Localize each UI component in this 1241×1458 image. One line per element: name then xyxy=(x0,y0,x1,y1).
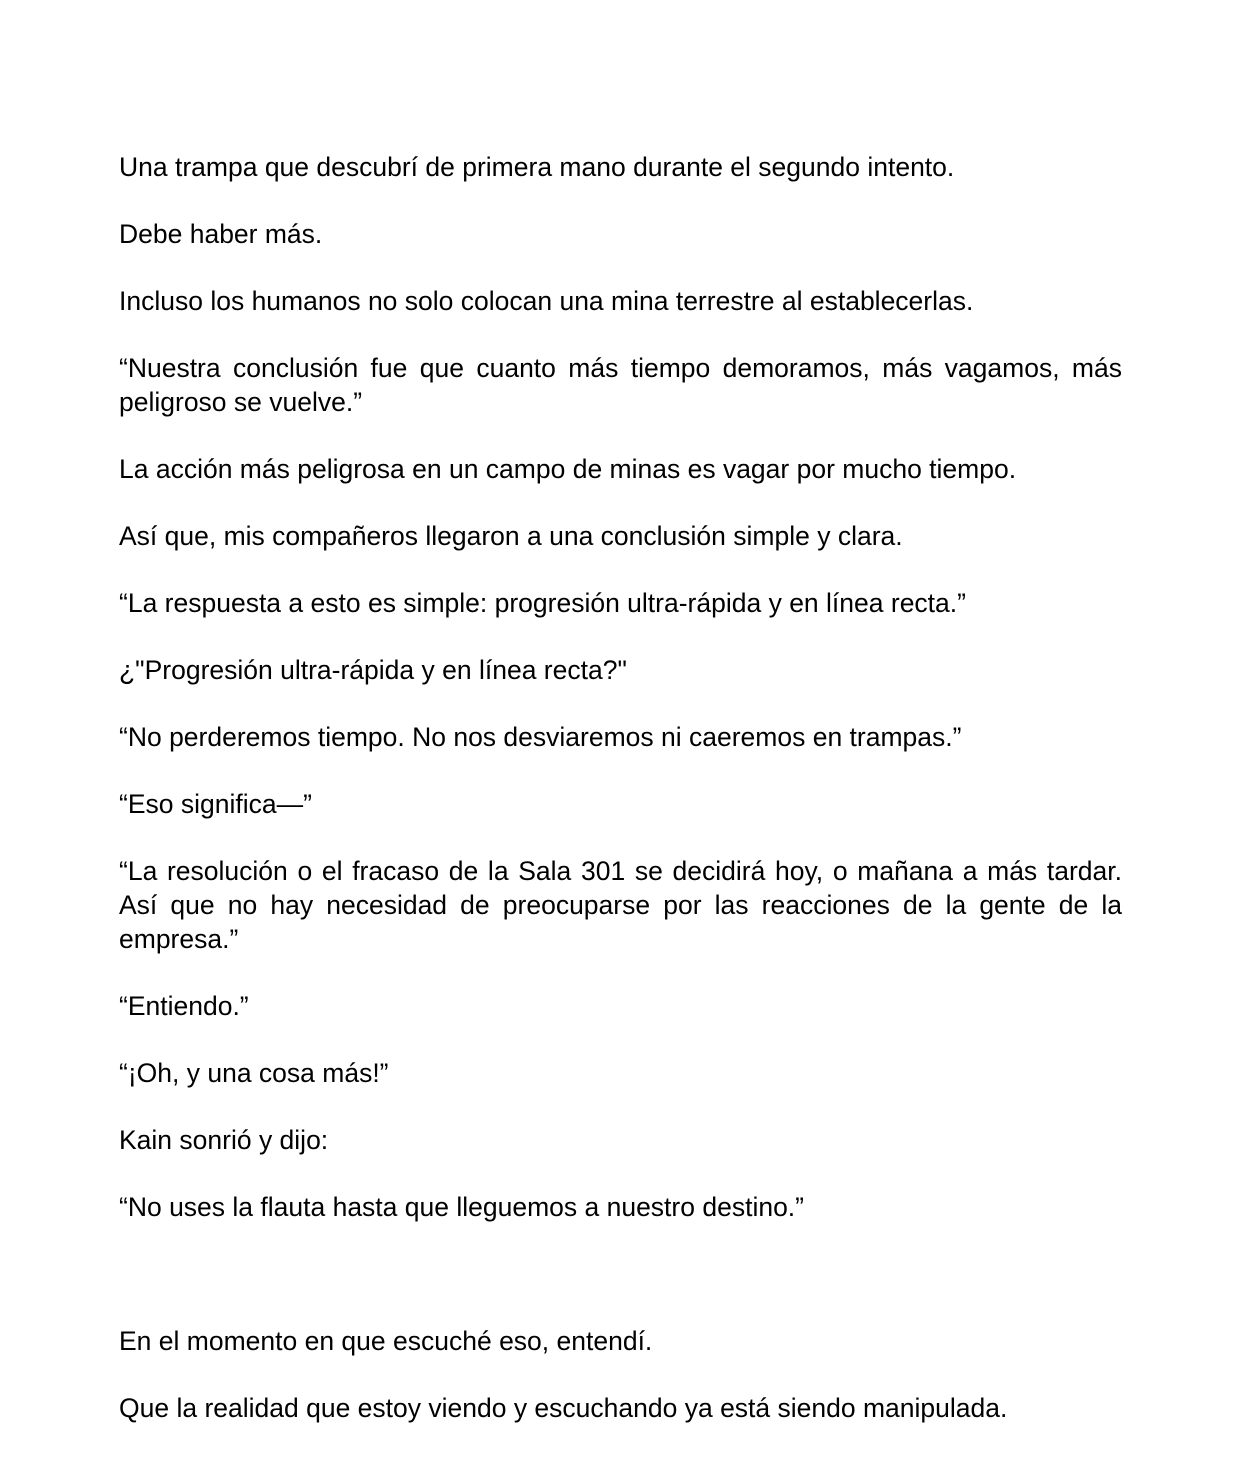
paragraph: “Eso significa—” xyxy=(119,789,312,819)
paragraph: Así que, mis compañeros llegaron a una conclusión simple y clara. xyxy=(119,521,903,551)
paragraph: “No uses la flauta hasta que lleguemos a nuestro destino.” xyxy=(119,1192,804,1222)
paragraph: ¿"Progresión ultra-rápida y en línea recta?" xyxy=(119,655,627,685)
paragraph: En el momento en que escuché eso, entendí. xyxy=(119,1326,653,1356)
paragraph: Una trampa que descubrí de primera mano durante el segundo intento. xyxy=(119,152,955,182)
paragraph: “La resolución o el fracaso de la Sala 301 se decidirá hoy, o mañana a más tardar. Así que no hay necesidad de preocuparse por las reacciones de la gente de la empresa.” xyxy=(119,856,1122,954)
paragraph: Que la realidad que estoy viendo y escuchando ya está siendo manipulada. xyxy=(119,1393,1008,1423)
paragraph: Incluso los humanos no solo colocan una mina terrestre al establecerlas. xyxy=(119,286,974,316)
paragraph: Debe haber más. xyxy=(119,219,323,249)
document-body xyxy=(119,150,1122,1458)
paragraph: “¡Oh, y una cosa más!” xyxy=(119,1058,389,1088)
paragraph: “La respuesta a esto es simple: progresión ultra-rápida y en línea recta.” xyxy=(119,588,966,618)
paragraph: Kain sonrió y dijo: xyxy=(119,1125,329,1155)
paragraph: “No perderemos tiempo. No nos desviaremos ni caeremos en trampas.” xyxy=(119,722,962,752)
paragraph: “Nuestra conclusión fue que cuanto más tiempo demoramos, más vagamos, más peligroso se vuelve.” xyxy=(119,353,1122,417)
paragraph: La acción más peligrosa en un campo de minas es vagar por mucho tiempo. xyxy=(119,454,1017,484)
paragraph: “Entiendo.” xyxy=(119,991,249,1021)
